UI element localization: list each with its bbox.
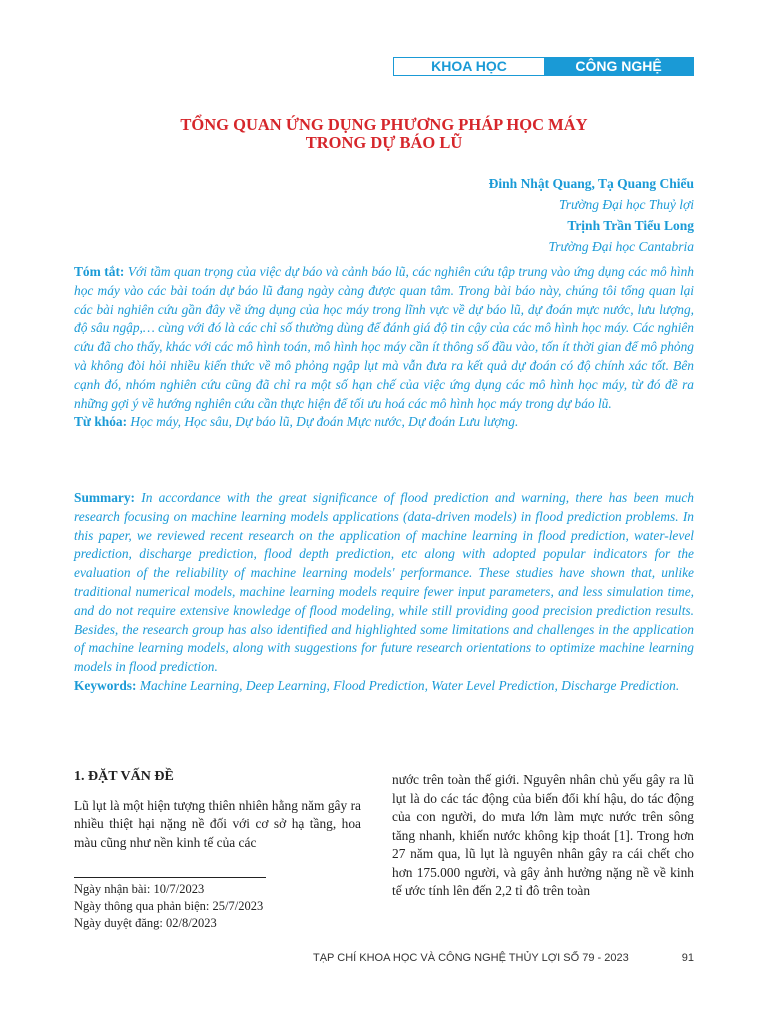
footnote-received: Ngày nhận bài: 10/7/2023 xyxy=(74,882,205,896)
author-name-2: Trịnh Trần Tiểu Long xyxy=(567,218,694,233)
body-column-right xyxy=(392,771,694,901)
keywords-en-paragraph xyxy=(74,677,694,696)
header-khoa-hoc: KHOA HỌC xyxy=(394,58,544,75)
abstract-en-text: In accordance with the great significance of flood prediction and warning, there has been much research focusing on machine learning models applications (data-driven models) in flood prediction problems. In this paper, we reviewed recent research on the application of machine learning in flood prediction, water-level prediction, discharge prediction, flood depth prediction, etc along with adopted popular indicators for the evaluation of the reliability of machine learning models' performance. These studies have shown that, unlike traditional numerical models, machine learning models require fewer input parameters, and less simulation time, and do not require extensive knowledge of flood modeling, while still providing good precision prediction results. Besides, the research group has also identified and highlighted some limitations and challenges in the application of machine learning models, along with suggestions for future research orientations to optimize machine learning models in flood prediction. xyxy=(74,490,694,675)
keywords-vi-label: Từ khóa: xyxy=(74,414,128,430)
authors-block xyxy=(489,173,694,257)
paper-title xyxy=(74,116,694,152)
footer-journal: TẠP CHÍ KHOA HỌC VÀ CÔNG NGHỆ THỦY LỢI SỐ 79 - 2023 xyxy=(313,952,629,964)
footnotes xyxy=(74,881,263,932)
keywords-vi-paragraph xyxy=(74,413,694,432)
title-line-1: TỔNG QUAN ỨNG DỤNG PHƯƠNG PHÁP HỌC MÁY xyxy=(180,115,588,134)
author-affiliation-1: Trường Đại học Thuỷ lợi xyxy=(558,197,694,212)
footnote-reviewed: Ngày thông qua phản biện: 25/7/2023 xyxy=(74,899,264,913)
keywords-vi-text: Học máy, Học sâu, Dự báo lũ, Dự đoán Mực nước, Dự đoán Lưu lượng. xyxy=(130,414,519,430)
abstract-vietnamese xyxy=(74,263,694,432)
body-text-right: nước trên toàn thế giới. Nguyên nhân chủ yếu gây ra lũ lụt là do các tác động của biến đổi khí hậu, do tác động của con người, do mưa lớn làm mực nước trên sông tăng nhanh, khiến nước không kịp thoát [1]. Trong hơn 27 năm qua, lũ lụt là nguyên nhân gây ra cái chết cho hơn 175.000 người, và gây ảnh hưởng nặng nề về kinh tế ước tính lên đến 2,2 tỉ đô trên toàn xyxy=(392,772,694,898)
abstract-en-label: Summary: xyxy=(74,490,135,505)
abstract-vi-text: Với tầm quan trọng của việc dự báo và cảnh báo lũ, các nghiên cứu tập trung vào ứng dụng các mô hình học máy vào các bài toán dự báo lũ đang ngày càng được quan tâm. Trong bài báo này, chúng tôi tổng quan lại các bài nghiên cứu gần đây về ứng dụng của học máy trong lĩnh vực về dự báo lũ, dự đoán mực nước, lưu lượng, độ sâu ngập,… cùng với đó là các chỉ số thường dùng để đánh giá độ tin cậy của các mô hình học máy. Các nghiên cứu đã cho thấy, khác với các mô hình toán, mô hình học máy cần ít thông số đầu vào, tốn ít thời gian để mô phỏng và không đòi hỏi nhiều kiến thức về mô phỏng ngập lụt mà vẫn đưa ra kết quả dự đoán có độ chính xác tốt. Bên cạnh đó, nhóm nghiên cứu cũng đã chỉ ra một số hạn chế của việc ứng dụng các mô hình học máy, từ đó đề ra những gợi ý về hướng nghiên cứu cần thực hiện để tối ưu hoá các mô hình học máy trong dự báo lũ. xyxy=(74,264,694,411)
footnote-divider xyxy=(74,877,266,878)
footnote-approved: Ngày duyệt đăng: 02/8/2023 xyxy=(74,916,217,930)
author-affiliation-2: Trường Đại học Cantabria xyxy=(548,239,694,254)
header-cong-nghe: CÔNG NGHỆ xyxy=(544,58,693,75)
section-heading: 1. ĐẶT VẤN ĐỀ xyxy=(74,769,174,784)
body-text-left: Lũ lụt là một hiện tượng thiên nhiên hằng năm gây ra nhiều thiệt hại nặng nề đối với cơ sở hạ tầng, hoa màu cũng như nền kinh tế của các xyxy=(74,797,361,850)
section-header-bar xyxy=(393,57,694,76)
page-footer xyxy=(313,952,694,964)
abstract-english xyxy=(74,489,694,696)
abstract-vi-paragraph xyxy=(74,263,694,413)
keywords-en-text: Machine Learning, Deep Learning, Flood Prediction, Water Level Prediction, Discharge Prediction. xyxy=(139,677,680,693)
keywords-en-label: Keywords: xyxy=(74,677,137,693)
title-line-2: TRONG DỰ BÁO LŨ xyxy=(305,133,463,152)
author-name-1: Đinh Nhật Quang, Tạ Quang Chiểu xyxy=(488,176,694,191)
abstract-en-paragraph xyxy=(74,489,694,677)
abstract-vi-label: Tóm tắt: xyxy=(74,264,125,279)
body-column-left xyxy=(74,768,361,852)
page-number: 91 xyxy=(681,952,694,964)
